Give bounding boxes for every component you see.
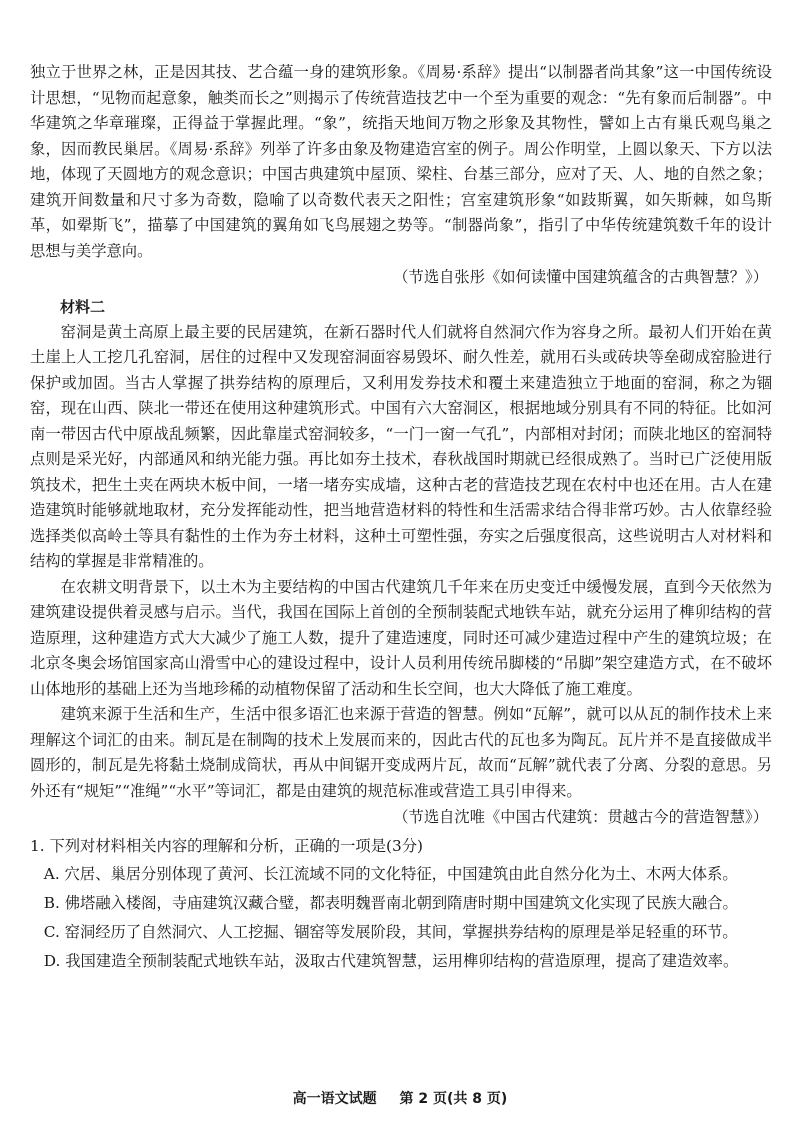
question-1-option-c: C. 窑洞经历了自然洞穴、人工挖掘、锢窑等发展阶段，其间，掌握拱券结构的原理是举足轻重的环节。 [43,923,738,941]
question-1-stem: 1. 下列对材料相关内容的理解和分析，正确的一项是(3分) [30,836,423,855]
material2-paragraph-3: 建筑来源于生活和生产，生活中很多语汇也来源于营造的智慧。例如“瓦解”，就可以从瓦的制作技术上来理解这个词汇的由来。制瓦是在制陶的技术上发展而来的，因此古代的瓦也多为陶瓦。瓦片并不是直接做成半圆形的，制瓦是先将黏土烧制成筒状，再从中间锯开变成两片瓦，故而“瓦解”就代表了分离、分裂的意思。另外还有“规矩”“准绳”“水平”等词汇，都是由建筑的规范标准或营造工具引申得来。 [30,705,772,800]
page-footer [0,1088,800,1108]
question-1-option-d: D. 我国建造全预制装配式地铁车站，汲取古代建筑智慧，运用榫卯结构的营造原理，提高了建造效率。 [43,952,739,970]
material1-tail-paragraph: 独立于世界之林，正是因其技、艺合蕴一身的建筑形象。《周易·系辞》提出“以制器者尚其象”这一中国传统设计思想，“见物而起意象，触类而长之”则揭示了传统营造技艺中一个至为重要的观念：“先有象而后制器”。中华建筑之华章璀璨，正得益于掌握此理。“象”，统指天地间万物之形象及其物性，譬如上古有巢氏观鸟巢之象，因而教民巢居。《周易·系辞》列举了许多由象及物建造宫室的例子。周公作明堂，上圆以象天、下方以法地，体现了天圆地方的观念意识；中国古典建筑中屋顶、梁柱、台基三部分，应对了天、人、地的自然之象；建筑开间数量和尺寸多为奇数，隐喻了以奇数代表天之阳性；宫室建筑形象“如跂斯翼，如矢斯棘，如鸟斯革，如翚斯飞”，描摹了中国建筑的翼角如飞鸟展翅之势等。“制器尚象”，指引了中华传统建筑数千年的设计思想与美学意向。 [30,63,772,260]
question-1-option-b: B. 佛塔融入楼阁，寺庙建筑汉藏合璧，都表明魏晋南北朝到隋唐时期中国建筑文化实现了民族大融合。 [43,894,738,912]
material1-source: （节选自张彤《如何读懂中国建筑蕴含的古典智慧？》） [393,268,768,286]
exam-page [30,60,772,975]
material2-source: （节选自沈唯《中国古代建筑：贯越古今的营造智慧》） [393,808,768,826]
material2-paragraph-2: 在农耕文明背景下，以土木为主要结构的中国古代建筑几千年来在历史变迁中缓慢发展，直到今天依然为建筑建设提供着灵感与启示。当代，我国在国际上首创的全预制装配式地铁车站，就充分运用了榫卯结构的营造原理，这种建造方式大大减少了施工人数，提升了建造速度，同时还可减少建造过程中产生的建筑垃圾；在北京冬奥会场馆国家高山滑雪中心的建设过程中，设计人员利用传统吊脚楼的“吊脚”架空建造方式，在不破坏山体地形的基础上还为当地珍稀的动植物保留了活动和生长空间，也大大降低了施工难度。 [30,577,772,698]
footer-page-number: 第 2 页(共 8 页) [399,1091,508,1107]
question-1-option-a: A. 穴居、巢居分别体现了黄河、长江流域不同的文化特征，中国建筑由此自然分化为土、木两大体系。 [43,865,738,883]
footer-subject: 高一语文试题 [292,1091,377,1107]
material2-heading: 材料二 [60,297,106,316]
material2-paragraph-1: 窑洞是黄土高原上最主要的民居建筑，在新石器时代人们就将自然洞穴作为容身之所。最初人们开始在黄土崖上人工挖几孔窑洞，居住的过程中又发现窑洞面容易毁坏、耐久性差，就用石头或砖块等垒砌成窑脸进行保护或加固。当古人掌握了拱券结构的原理后，又利用发券技术和覆土来建造独立于地面的窑洞，称之为锢窑，现在山西、陕北一带还在使用这种建筑形式。中国有六大窑洞区，根据地域分别具有不同的特征。比如河南一带因古代中原战乱频繁，因此靠崖式窑洞较多，“一门一窗一气孔”，内部相对封闭；而陕北地区的窑洞特点则是采光好，内部通风和纳光能力强。再比如夯土技术，春秋战国时期就已经很成熟了。当时已广泛使用版筑技术，把生土夹在两块木板中间，一堵一堵夯实成墙，这种古老的营造技艺现在农村中也还在用。古人在建造建筑时能够就地取材，充分发挥能动性，把当地营造材料的特性和生活需求结合得非常巧妙。古人依靠经验选择类似高岭土等具有黏性的土作为夯土材料，这种土可塑性强，夯实之后强度很高，这些说明古人对材料和结构的掌握是非常精准的。 [30,322,772,570]
